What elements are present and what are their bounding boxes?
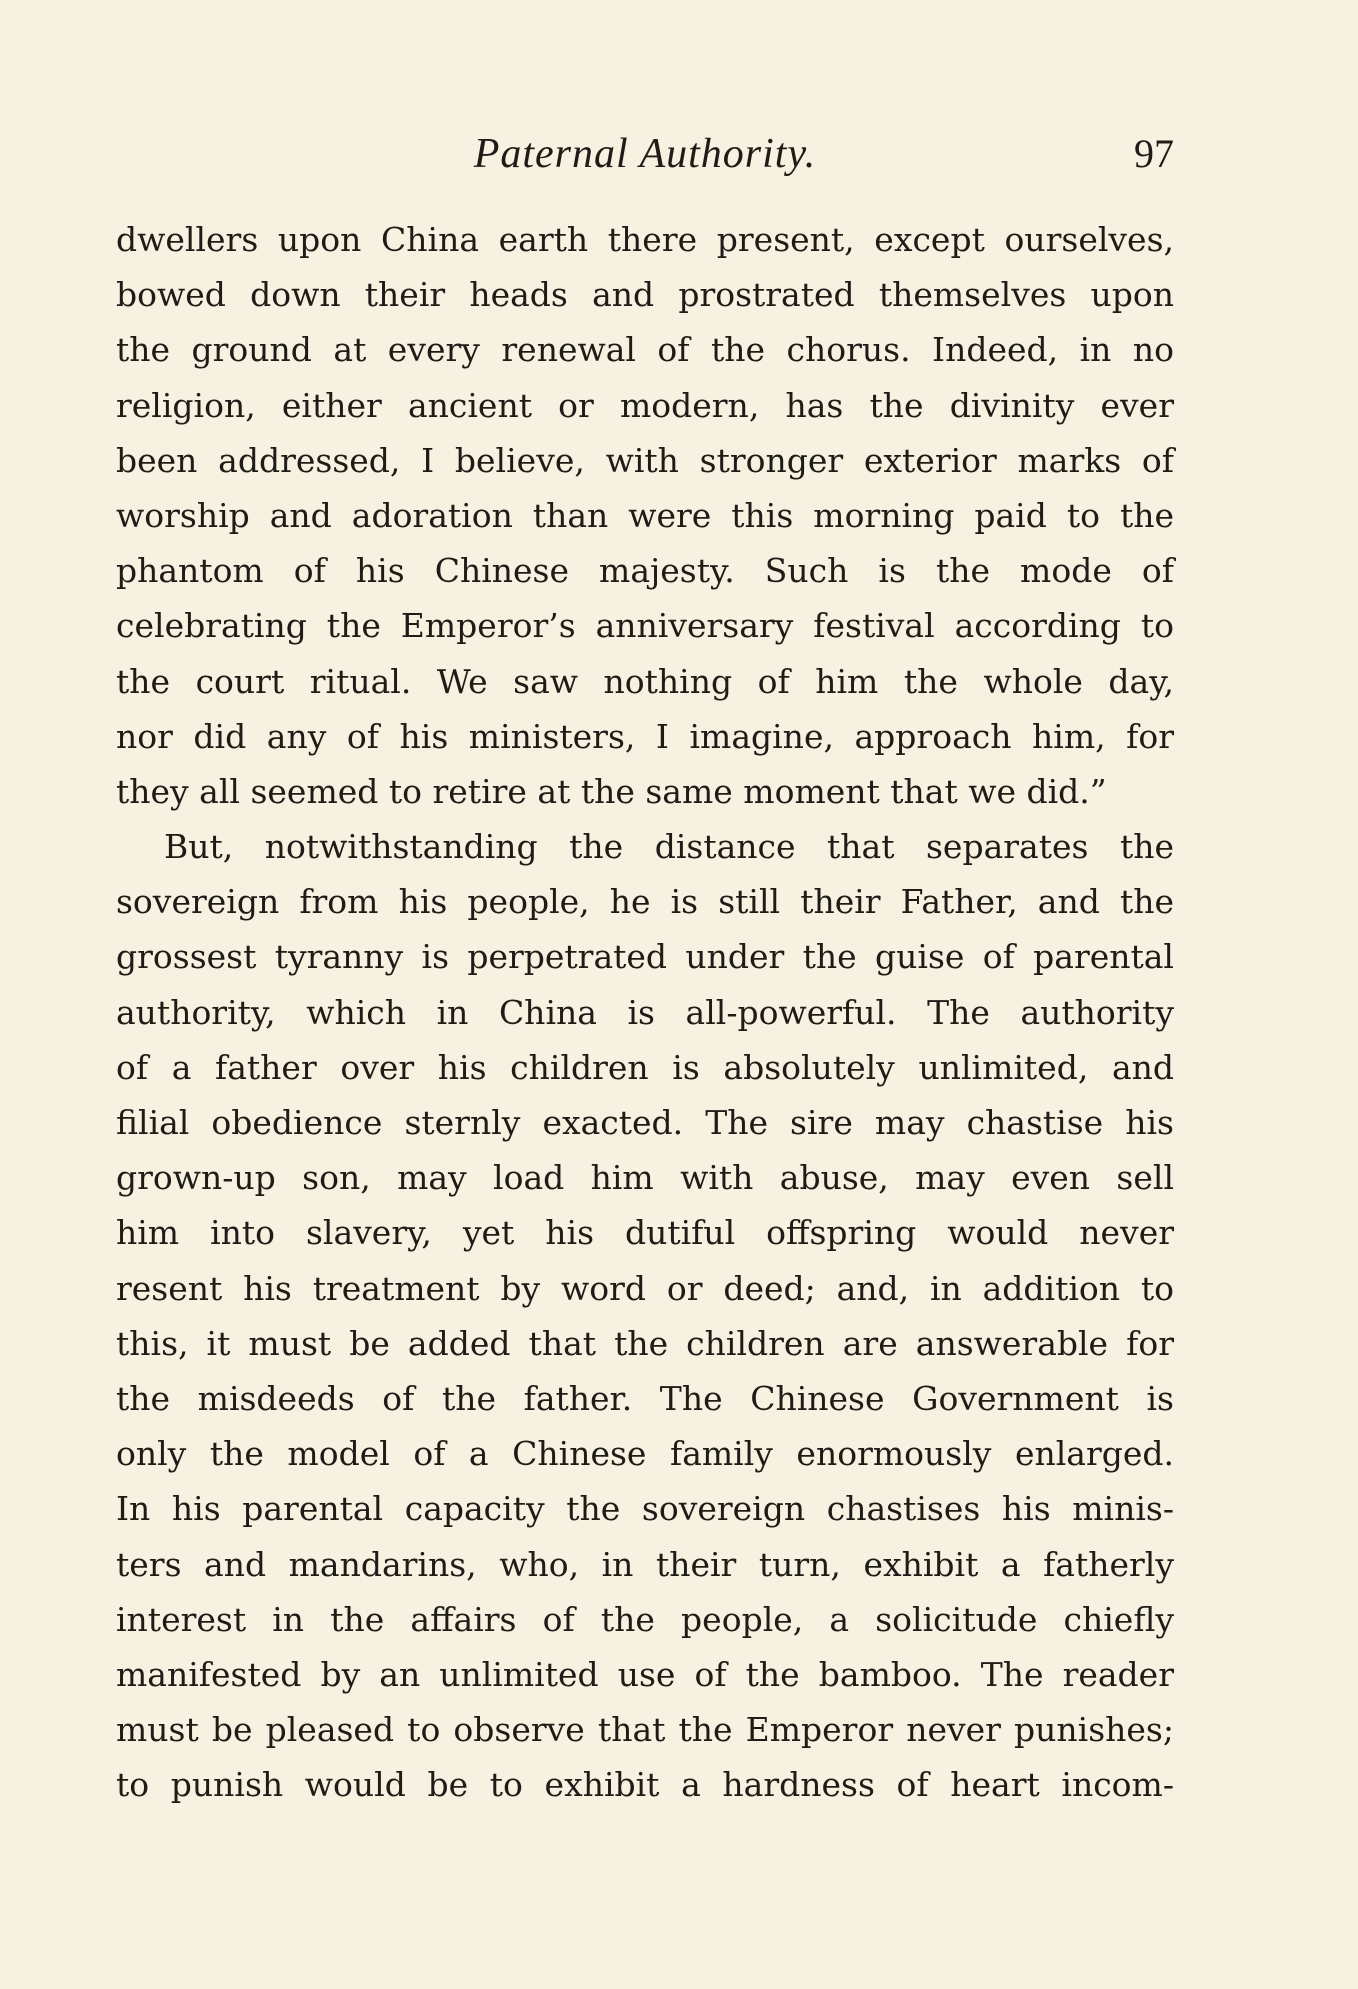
text-line: filial obedience sternly exacted. The sire may chastise his	[116, 1103, 1174, 1142]
text-line: grown-up son, may load him with abuse, may even sell	[116, 1158, 1174, 1198]
page-header	[116, 130, 1174, 180]
page-number: 97	[1134, 131, 1174, 176]
running-title: Paternal Authority.	[473, 131, 817, 177]
text-line: been addressed, I believe, with stronger exterior marks of	[116, 440, 1174, 480]
paragraph-start-line: But, notwithstanding the distance that separates the	[164, 827, 1174, 867]
text-line: only the model of a Chinese family enormously enlarged.	[116, 1434, 1174, 1474]
text-line: him into slavery, yet his dutiful offspring would never	[116, 1213, 1174, 1253]
text-line: ters and mandarins, who, in their turn, exhibit a fatherly	[116, 1544, 1174, 1584]
text-line: phantom of his Chinese majesty. Such is the mode of	[116, 551, 1174, 591]
text-line: religion, either ancient or modern, has the divinity ever	[116, 385, 1174, 425]
text-line: this, it must be added that the children are answerable for	[116, 1323, 1174, 1363]
text-line: interest in the affairs of the people, a solicitude chiefly	[116, 1599, 1174, 1639]
text-line: sovereign from his people, he is still their Father, and the	[116, 882, 1174, 922]
text-line: dwellers upon China earth there present, except ourselves,	[116, 220, 1174, 259]
text-line: the misdeeds of the father. The Chinese Government is	[116, 1378, 1174, 1418]
text-line: manifested by an unlimited use of the bamboo. The reader	[116, 1654, 1174, 1694]
text-line: of a father over his children is absolutely unlimited, and	[116, 1047, 1174, 1087]
text-line: to punish would be to exhibit a hardness of heart incom-	[116, 1765, 1174, 1805]
text-line: bowed down their heads and prostrated themselves upon	[116, 275, 1174, 315]
text-line: authority, which in China is all-powerful. The authority	[116, 992, 1174, 1032]
text-line: grossest tyranny is perpetrated under the guise of parental	[116, 937, 1174, 977]
body-text	[116, 212, 1174, 1812]
text-line: celebrating the Emperor’s anniversary festival according to	[116, 606, 1174, 646]
text-line: the court ritual. We saw nothing of him the whole day,	[116, 661, 1174, 701]
text-line: resent his treatment by word or deed; and, in addition to	[116, 1268, 1174, 1308]
text-line: nor did any of his ministers, I imagine, approach him, for	[116, 716, 1174, 756]
paragraph-end-line: they all seemed to retire at the same moment that we did.”	[116, 771, 1107, 811]
text-line: the ground at every renewal of the chorus. Indeed, in no	[116, 330, 1174, 370]
text-line: In his parental capacity the sovereign chastises his minis-	[116, 1489, 1174, 1529]
text-line: worship and adoration than were this morning paid to the	[116, 495, 1174, 535]
text-line: must be pleased to observe that the Emperor never punishes;	[116, 1710, 1174, 1750]
